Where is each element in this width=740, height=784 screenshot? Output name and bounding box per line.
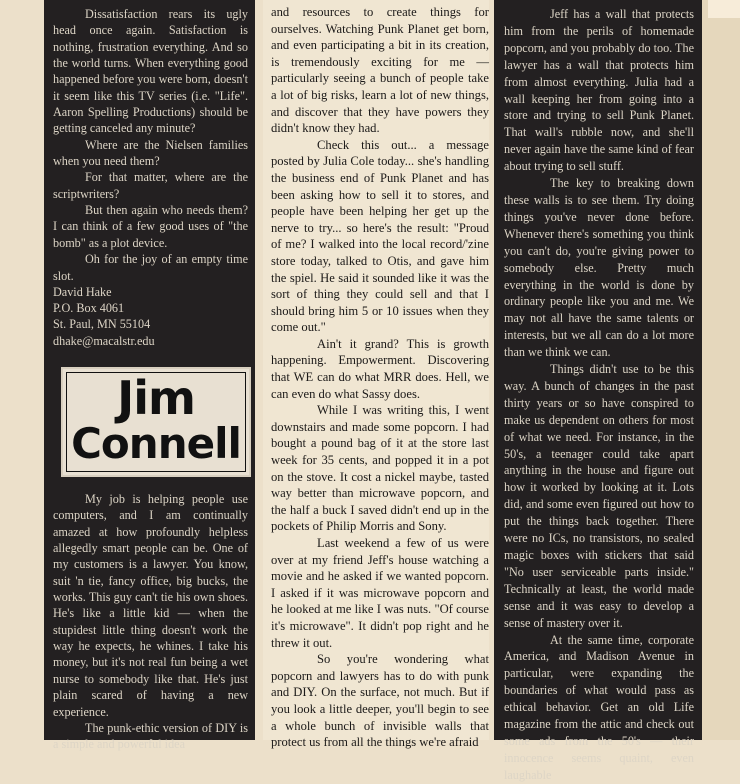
left-column bbox=[44, 0, 255, 752]
address-city: St. Paul, MN 55104 bbox=[53, 317, 151, 332]
address-name: David Hake bbox=[53, 284, 112, 299]
left-paragraph-2: Where are the Nielsen families when you need them? bbox=[53, 137, 248, 169]
right-column bbox=[494, 0, 702, 782]
mid-paragraph-5: Last weekend a few of us were over at my friend Jeff's house watching a movie and he asked if we wanted popcorn. I asked if it was microwave popcorn and he looked at me like I was nuts. "Of course it's microwave". It didn't pop right and he threw it out. bbox=[271, 536, 489, 650]
right-paragraph-2: The key to breaking down these walls is to see them. Try doing things you've never done before. Whenever there's something you think you can't do, you're giving power to somebody else. Pretty much everything in the world is done by ordinary people like you and me. We may not all have the same talents or interests, but we all can do a lot more than we think we can. bbox=[504, 176, 694, 360]
right-paragraph-4: At the same time, corporate America, and Madison Avenue in particular, were expanding the boundaries of what would pass as ethical behavior. Get an old Life magazine from the attic and check out some ads from the 50's — their innocence seems quaint, even laughable bbox=[504, 632, 694, 782]
page-margin bbox=[702, 0, 740, 740]
author-address bbox=[53, 284, 248, 349]
mid-paragraph-1: and resources to create things for ourselves. Watching Punk Planet get born, and even participating a bit in its creation, is tremendously exciting for me — particularly seeing a bunch of people take a lot of big risks, learn a lot of new things, and discover that they have powers they didn't know they had. bbox=[271, 5, 489, 136]
right-paragraph-1: Jeff has a wall that protects him from the perils of homemade popcorn, and you probably do too. The lawyer has a wall that protects him from almost everything. Julia had a wall keeping her from going into a store and trying to sell Punk Planet. That wall's rubble now, and she'll never again have the same kind of fear about trying to sell stuff. bbox=[504, 7, 695, 174]
mid-paragraph-2: Check this out... a message posted by Julia Cole today... she's handling the business end of Punk Planet and has been asking how to sell it to stores, and people have been helping her get up the nerve to try... so here's the result: "Proud of me? I walked into the local record/'zine store today, talked to Otis, and gave him the spiel. He said it sounded like it was the sort of thing they could sell and that I should bring him 5 or 10 issues when they come out." bbox=[271, 137, 489, 335]
middle-column bbox=[263, 0, 489, 750]
left-paragraph-1: Dissatisfaction rears its ugly head once again. Satisfaction is nothing, frustration everything. And so the world turns. When everything good happened before you were born, doesn't it seem like this TV series (i.e. "Life". Aaron Spelling Productions) should be getting canceled any minute? bbox=[53, 7, 248, 136]
mid-paragraph-4: While I was writing this, I went downstairs and made some popcorn. I had bought a pound bag of it at the store last week for 35 cents, and popped it in a pot on the stove. It cost a nickel maybe, tasted way better than microwave popcorn, and the half a buck I saved didn't end up in the pockets of Philip Morris and Sony. bbox=[271, 403, 489, 534]
address-po-box: P.O. Box 4061 bbox=[53, 301, 125, 316]
address-email: dhake@macalstr.edu bbox=[53, 333, 155, 348]
mid-paragraph-3: Ain't it grand? This is growth happening. Empowerment. Discovering that WE can do what MRR does. Hell, we can even do what Sassy does. bbox=[271, 336, 489, 401]
left-paragraph-7: The punk-ethic version of DIY is a simple and powerful idea bbox=[53, 720, 248, 752]
logo-last-name: Connell bbox=[71, 419, 241, 469]
right-paragraph-3: Things didn't use to be this way. A bunch of changes in the past thirty years or so have conspired to make us dependent on others for most of what we need. For instance, in the 50's, a teenager could take apart anything in the house and figure out how it worked by looking at it. Lots did, and some even figured out how to put the things back together. There were no ICs, no transistors, no sealed magic boxes with stickers that said "No user serviceable parts inside." Technically at least, the world made sense and it was easy to develop a sense of mastery over it. bbox=[504, 362, 694, 630]
left-paragraph-4: But then again who needs them? I can think of a few good uses of "the bomb" as a plot device. bbox=[53, 203, 248, 250]
author-name-logo bbox=[61, 367, 251, 477]
left-paragraph-6: My job is helping people use computers, and I am continually amazed at how profoundly helpless allegedly smart people can be. One of my customers is a lawyer. You know, suit 'n tie, fancy office, big bucks, the works. This guy can't tie his own shoes. He's like a little kid — when the stupidest little thing doesn't work the way he expects, he whines. I take his money, but it's not real fun being a wet nurse to somebody like that. He's just plain scared of having a new experience. bbox=[53, 492, 248, 719]
mid-paragraph-6: So you're wondering what popcorn and lawyers has to do with punk and DIY. On the surface, not much. But if you look a little deeper, you'll begin to see a whole bunch of invisible walls that protect us from all the things we're afraid bbox=[271, 652, 489, 750]
left-paragraph-5: Oh for the joy of an empty time slot. bbox=[53, 252, 248, 283]
left-paragraph-3: For that matter, where are the scriptwriters? bbox=[53, 170, 248, 201]
logo-first-name: Jim bbox=[117, 371, 195, 426]
page-corner bbox=[708, 0, 740, 18]
